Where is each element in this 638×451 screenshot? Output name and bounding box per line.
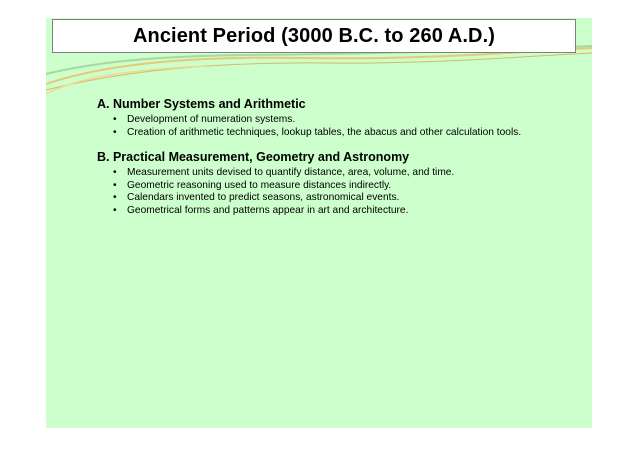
bullet-list (97, 167, 537, 217)
bullet-item: • Creation of arithmetic techniques, lookup tables, the abacus and other calculation tools. (113, 127, 537, 140)
bullet-item: • Geometrical forms and patterns appear in art and architecture. (113, 205, 537, 218)
slide-title: Ancient Period (3000 B.C. to 260 A.D.) (132, 25, 496, 47)
bullet-item: • Measurement units devised to quantify distance, area, volume, and time. (113, 167, 537, 180)
title-box (52, 19, 576, 53)
bullet-item: • Geometric reasoning used to measure distances indirectly. (113, 180, 537, 193)
section-number-systems (97, 96, 537, 139)
section-heading: B. Practical Measurement, Geometry and Astronomy (97, 150, 410, 164)
bullet-item: • Development of numeration systems. (113, 114, 537, 127)
section-heading: A. Number Systems and Arithmetic (97, 97, 306, 111)
bullet-item: • Calendars invented to predict seasons, astronomical events. (113, 192, 537, 205)
section-practical-measurement (97, 149, 537, 217)
bullet-list (97, 114, 537, 139)
slide-content (97, 96, 537, 217)
